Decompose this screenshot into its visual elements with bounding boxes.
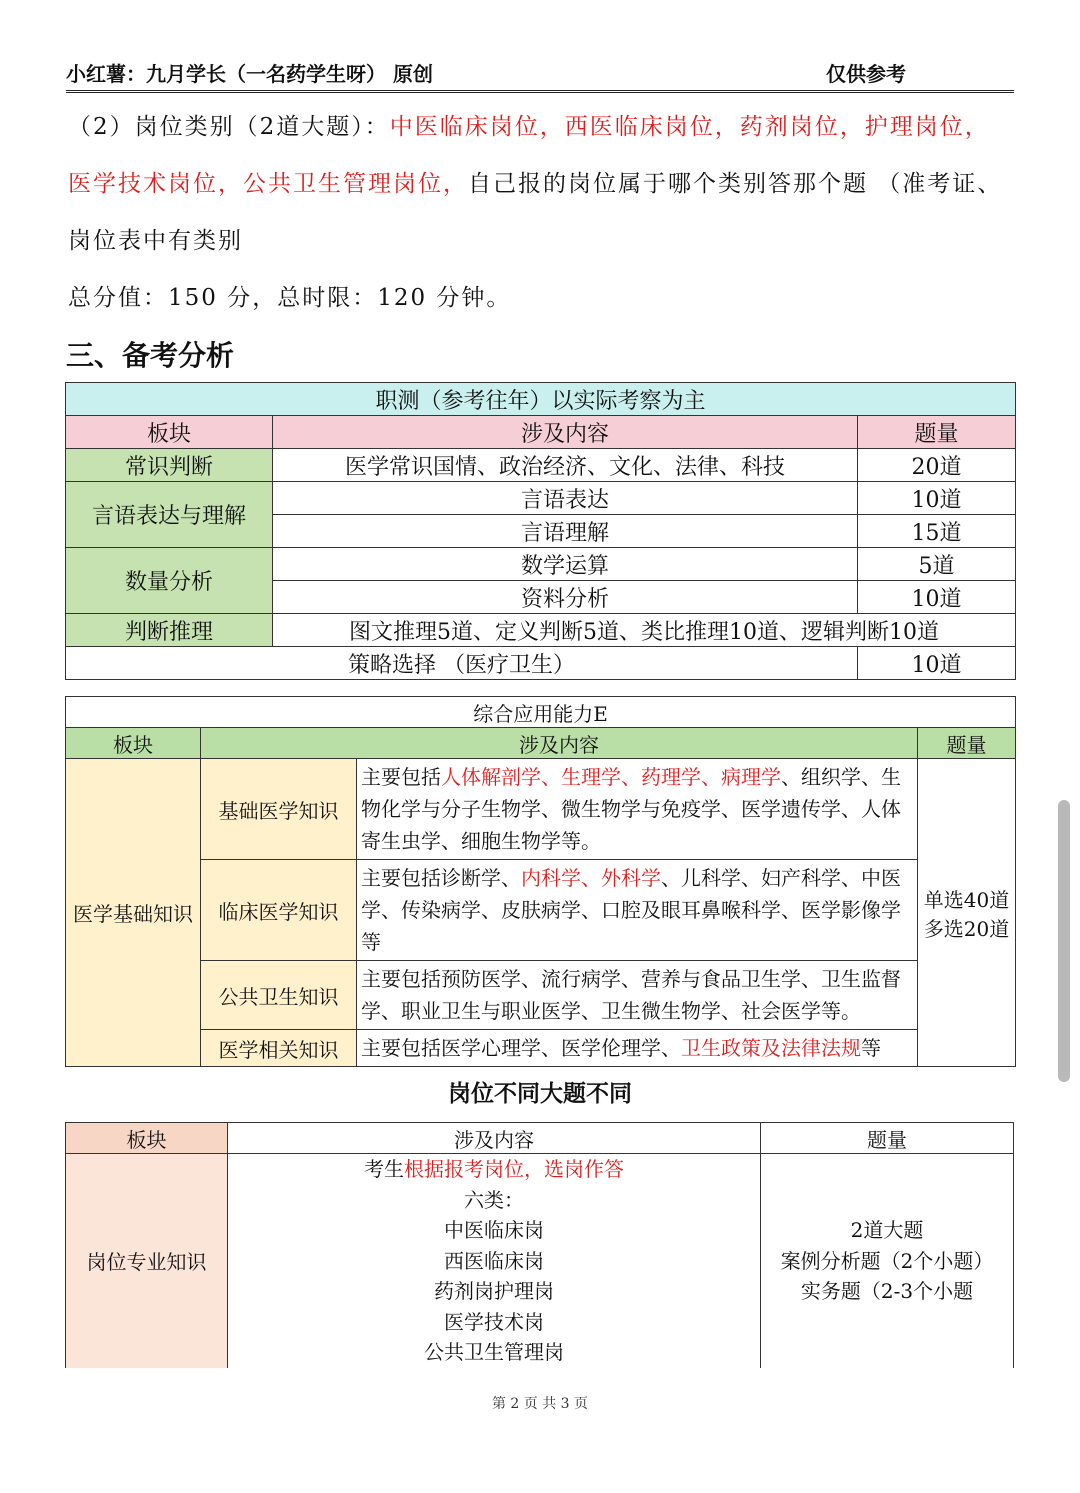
table2-title: 综合应用能力E: [66, 697, 1016, 728]
table1-block: 言语表达与理解: [66, 482, 273, 548]
table1-count: 10道: [858, 482, 1016, 515]
table2-content: [357, 860, 918, 961]
count-line: 2道大题: [850, 1218, 924, 1242]
table1-content: 言语理解: [273, 515, 858, 548]
table1-block: 常识判断: [66, 449, 273, 482]
table3-header-content: 涉及内容: [228, 1123, 761, 1154]
table1-header-count: 题量: [858, 416, 1016, 449]
table1-block: 判断推理: [66, 614, 273, 647]
table-comprehensive: [65, 696, 1016, 1067]
table2-content: [357, 961, 918, 1030]
table3-title: 岗位不同大题不同: [448, 1081, 632, 1107]
table2-content: [357, 759, 918, 860]
content-red: 卫生政策及法律法规: [681, 1036, 861, 1060]
content-text: 等: [861, 1036, 881, 1060]
table1-count: 5道: [858, 548, 1016, 581]
table2-subblock: 公共卫生知识: [201, 961, 357, 1030]
count-line: 案例分析题（2个小题）: [780, 1248, 994, 1273]
content-line: 西医临床岗: [444, 1248, 544, 1273]
table3-header-block: 板块: [66, 1123, 228, 1154]
table1-content: 数学运算: [273, 548, 858, 581]
page-number: 第 2 页 共 3 页: [491, 1396, 589, 1412]
table-position: [65, 1122, 1014, 1368]
intro-line-1: [68, 108, 1018, 141]
table1-count: 20道: [858, 449, 1016, 482]
table2-header-block: 板块: [66, 728, 201, 759]
intro-rest: 自己报的岗位属于哪个类别答那个题 （准考证、: [468, 171, 1003, 197]
count-single: 单选40道: [923, 887, 1010, 912]
table1-count: 10道: [858, 647, 1016, 680]
table1-content: 医学常识国情、政治经济、文化、法律、科技: [273, 449, 858, 482]
table1-header-block: 板块: [66, 416, 273, 449]
content-red: 根据报考岗位，选岗作答: [404, 1157, 624, 1181]
table1-content: 言语表达: [273, 482, 858, 515]
table2-block: 医学基础知识: [66, 759, 201, 1067]
content-text: 主要包括预防医学、流行病学、营养与食品卫生学、卫生监督学、职业卫生与职业医学、卫生微生物学、社会医学等。: [361, 967, 901, 1023]
table3-count: [761, 1154, 1014, 1368]
page-header: [66, 56, 1014, 93]
count-multi: 多选20道: [923, 916, 1010, 941]
table3-header-count: 题量: [761, 1123, 1014, 1154]
table1-title: 职测（参考往年）以实际考察为主: [66, 383, 1016, 416]
header-source: 小红薯：九月学长（一名药学生呀） 原创: [66, 62, 433, 86]
intro-total: 总分值：150 分，总时限：120 分钟。: [68, 285, 512, 311]
scrollbar[interactable]: [1058, 800, 1070, 1082]
table3-block: 岗位专业知识: [66, 1154, 228, 1368]
table2-subblock: 基础医学知识: [201, 759, 357, 860]
table-aptitude: [65, 382, 1016, 680]
content-text: 主要包括医学心理学、医学伦理学、: [361, 1036, 681, 1060]
table1-content: 资料分析: [273, 581, 858, 614]
content-red: 人体解剖学、生理学、药理学、病理学: [441, 765, 781, 789]
table1-content: 策略选择 （医疗卫生）: [66, 647, 858, 680]
table2-header-content: 涉及内容: [201, 728, 918, 759]
content-text: 考生: [364, 1157, 404, 1181]
content-text: 主要包括诊断学、: [361, 866, 521, 890]
content-red: 内科学、外科学: [521, 866, 661, 890]
content-line: 六类：: [464, 1187, 524, 1212]
table1-count: 15道: [858, 515, 1016, 548]
table2-subblock: 医学相关知识: [201, 1030, 357, 1067]
intro-prefix: （2）岗位类别（2道大题）：: [68, 114, 390, 140]
content-text: 主要包括: [361, 765, 441, 789]
table1-count: 10道: [858, 581, 1016, 614]
table2-header-count: 题量: [918, 728, 1016, 759]
table1-block: 数量分析: [66, 548, 273, 614]
content-line: 药剂岗护理岗: [434, 1279, 554, 1303]
intro-red-2: 医学技术岗位，公共卫生管理岗位，: [68, 171, 468, 197]
table1-content: 图文推理5道、定义判断5道、类比推理10道、逻辑判断10道: [273, 614, 1016, 647]
content-line: [228, 1154, 760, 1185]
table2-content: [357, 1030, 918, 1067]
content-text: 、组织学、生物化学与分子生物学、微生物学与免疫学、医学遗传学、人体寄生虫学、细胞生物学等。: [361, 765, 901, 853]
intro-line-2: [68, 165, 1018, 198]
count-line: 实务题（2-3个小题: [800, 1279, 974, 1303]
intro-red-1: 中医临床岗位，西医临床岗位，药剂岗位，护理岗位，: [389, 114, 990, 140]
table3-content: [228, 1154, 761, 1368]
table1-header-content: 涉及内容: [273, 416, 858, 449]
content-line: 医学技术岗: [444, 1309, 544, 1334]
content-line: 中医临床岗: [444, 1218, 544, 1242]
intro-line-3: 岗位表中有类别: [68, 228, 243, 254]
header-note: 仅供参考: [826, 62, 906, 86]
section-title: 三、备考分析: [66, 339, 235, 372]
table2-subblock: 临床医学知识: [201, 860, 357, 961]
content-text: 、儿科学、妇产科学、中医学、传染病学、皮肤病学、口腔及眼耳鼻喉科学、医学影像学等: [361, 866, 901, 954]
table2-count: [918, 759, 1016, 1067]
content-line: 公共卫生管理岗: [424, 1340, 564, 1364]
